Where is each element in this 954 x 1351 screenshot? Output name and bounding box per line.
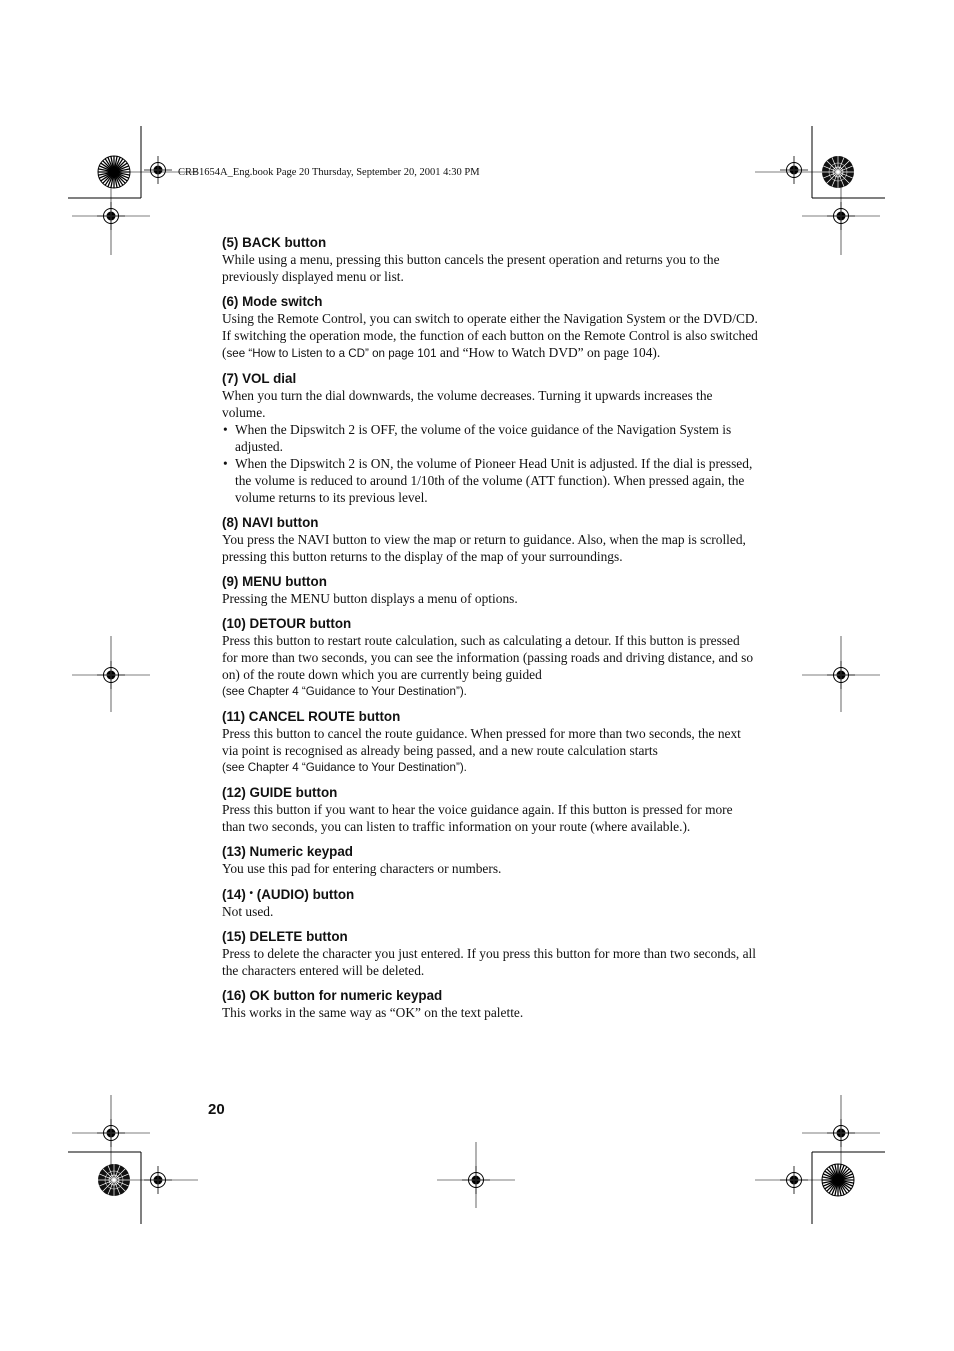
section-body: When you turn the dial downwards, the volume decreases. Turning it upwards increases the volume. [222,388,713,420]
section-numeric-keypad [222,843,758,877]
section-body: This works in the same way as “OK” on the text palette. [222,1005,524,1020]
section-heading: (8) NAVI button [222,515,319,530]
bullet-text: When the Dipswitch 2 is OFF, the volume of the voice guidance of the Navigation System is adjusted. [235,422,732,454]
section-heading: (6) Mode switch [222,294,323,309]
cross-reference: see “How to Listen to a CD” on page 101 [226,347,437,360]
heading-prefix: (14) [222,887,250,902]
section-body: Pressing the MENU button displays a menu of options. [222,591,518,606]
bullet-text: When the Dipswitch 2 is ON, the volume of Pioneer Head Unit is adjusted. If the dial is pressed, the volume is reduced to around 1/10th of the volume (ATT function). When pressed again, the volume returns to its previous level. [235,456,753,505]
section-body: Not used. [222,904,274,919]
section-cancel-route-button [222,708,758,776]
section-body: While using a menu, pressing this button cancels the present operation and returns you to the previously displayed menu or list. [222,252,720,284]
section-audio-button [222,885,758,920]
section-guide-button [222,784,758,835]
body-text: Using the Remote Control, you can switch to operate either the Navigation System or the DVD/CD. If switching the operation mode, the function of each button on the Remote Control is also switched ( [222,311,758,360]
audio-symbol-icon: • [249,888,254,899]
section-heading: (7) VOL dial [222,371,297,386]
body-text: and “How to Watch DVD” on page 104). [436,345,661,360]
section-ok-button [222,987,758,1021]
section-body: Press this button if you want to hear the voice guidance again. If this button is pressed for more than two seconds, you can listen to traffic information on your route (where available.). [222,802,733,834]
section-heading: (12) GUIDE button [222,785,338,800]
cross-reference: (see Chapter 4 “Guidance to Your Destination”). [222,761,467,774]
section-detour-button [222,615,758,700]
section-body [222,310,758,362]
bullet-dot: • [223,456,228,471]
section-body: Press this button to restart route calculation, such as calculating a detour. If this button is pressed for more than two seconds, you can see the information (passing roads and driving distance, and so on) of the route down which you are currently being guided [222,633,754,682]
section-body: Press this button to cancel the route guidance. When pressed for more than two seconds, the next via point is recognised as already being passed, and a new route calculation starts [222,726,741,758]
section-heading: (15) DELETE button [222,929,348,944]
bullet-item [222,421,758,455]
section-heading: (11) CANCEL ROUTE button [222,709,401,724]
section-body: You press the NAVI button to view the map or return to guidance. Also, when the map is scrolled, pressing this button returns to the display of the map of your surroundings. [222,532,746,564]
section-heading: (16) OK button for numeric keypad [222,988,443,1003]
page-content [222,234,758,1029]
section-heading: (10) DETOUR button [222,616,352,631]
section-heading: (5) BACK button [222,235,327,250]
section-navi-button [222,514,758,565]
bullet-dot: • [223,422,228,437]
section-heading [222,885,758,903]
cross-reference: (see Chapter 4 “Guidance to Your Destination”). [222,685,467,698]
section-delete-button [222,928,758,979]
section-body: You use this pad for entering characters or numbers. [222,861,502,876]
section-back-button [222,234,758,285]
section-heading: (9) MENU button [222,574,327,589]
section-vol-dial [222,370,758,506]
file-info-header: CRB1654A_Eng.book Page 20 Thursday, September 20, 2001 4:30 PM [178,167,480,178]
section-body: Press to delete the character you just entered. If you press this button for more than two seconds, all the characters entered will be deleted. [222,946,756,978]
page-number: 20 [208,1101,225,1118]
section-heading: (13) Numeric keypad [222,844,353,859]
section-menu-button [222,573,758,607]
heading-suffix: (AUDIO) button [253,887,355,902]
bullet-item [222,455,758,506]
section-mode-switch [222,293,758,362]
